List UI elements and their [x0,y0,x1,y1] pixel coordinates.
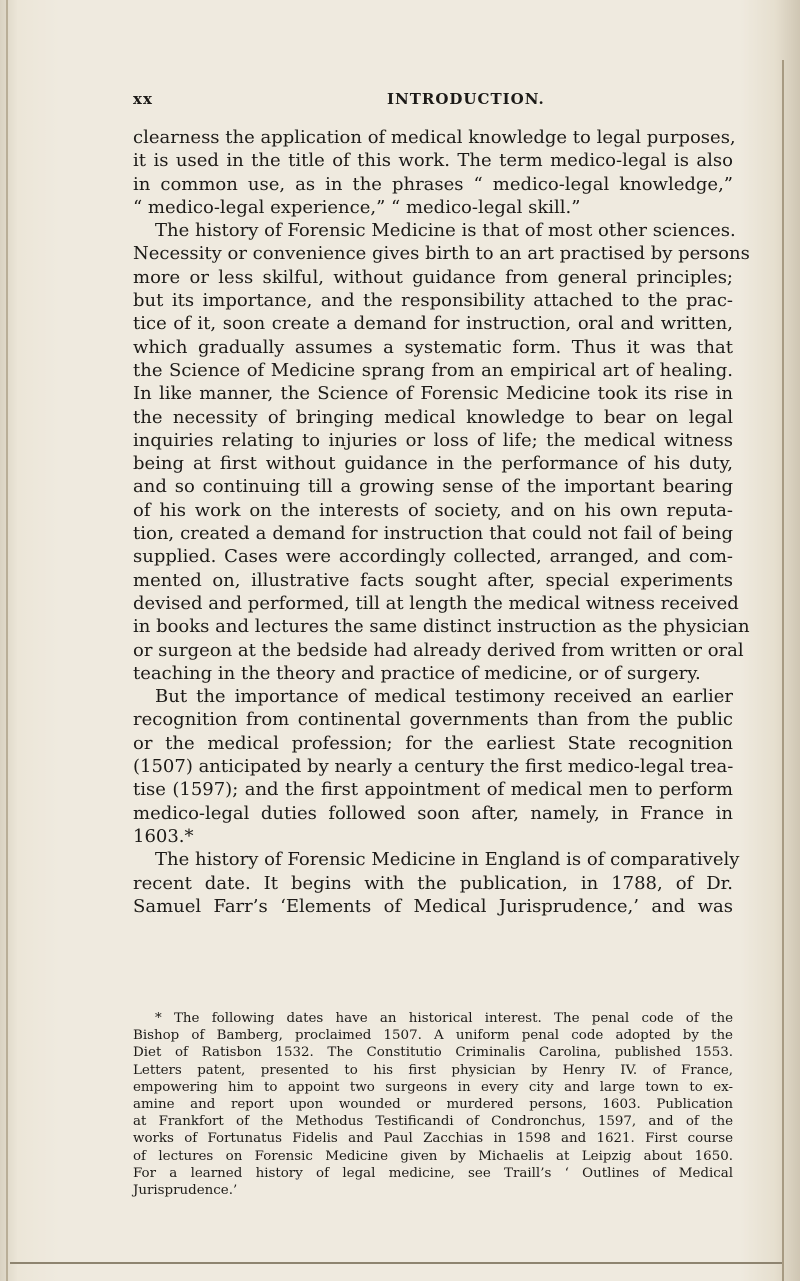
body-line: it is used in the title of this work. The term medico-legal is also [133,150,733,172]
body-line: In like manner, the Science of Forensic Medicine took its rise in [133,383,733,405]
footnote-line: Diet of Ratisbon 1532. The Constitutio Criminalis Carolina, published 1553. [133,1045,733,1061]
footnote-line: of lectures on Forensic Medicine given by Michaelis at Leipzig about 1650. [133,1148,733,1164]
body-line: but its importance, and the responsibility attached to the prac- [133,290,733,312]
footnote-line: works of Fortunatus Fidelis and Paul Zacchias in 1598 and 1621. First course [133,1131,733,1147]
body-line: (1507) anticipated by nearly a century the first medico-legal trea- [133,756,734,778]
body-line: tion, created a demand for instruction that could not fail of being [133,523,733,545]
body-line: inquiries relating to injuries or loss of life; the medical witness [133,429,733,451]
body-line: of his work on the interests of society, and on his own reputa- [133,499,733,521]
running-head [133,90,733,116]
body-line: medico-legal duties followed soon after, namely, in France in [133,802,733,824]
body-line: Necessity or convenience gives birth to an art practised by persons [133,243,750,265]
footnote-line: Jurisprudence.’ [133,1182,238,1198]
footnote-line: amine and report upon wounded or murdered persons, 1603. Publication [133,1096,733,1112]
body-line: the necessity of bringing medical knowledge to bear on legal [133,406,733,428]
body-line: mented on, illustrative facts sought after, special experiments [133,569,733,591]
body-line: teaching in the theory and practice of medicine, or of surgery. [133,662,701,684]
body-line: in books and lectures the same distinct instruction as the physician [133,616,750,638]
body-text [133,126,750,918]
footnote-line: empowering him to appoint two surgeons in every city and large town to ex- [133,1079,733,1095]
footnote-line: * The following dates have an historical interest. The penal code of the [155,1011,733,1026]
body-line: which gradually assumes a systematic form. Thus it was that [133,336,733,358]
body-line: or surgeon at the bedside had already derived from written or oral [133,639,744,661]
body-line: recent date. It begins with the publication, in 1788, of Dr. [133,872,733,894]
body-line: clearness the application of medical knowledge to legal purposes, [133,127,736,148]
body-line: in common use, as in the phrases “ medico-legal knowledge,” [133,173,733,195]
header-title: INTRODUCTION. [387,90,545,108]
body-line: Samuel Farr’s ‘Elements of Medical Jurisprudence,’ and was [133,895,733,917]
body-line: tice of it, soon create a demand for instruction, oral and written, [133,313,733,335]
page-number: xx [133,90,153,108]
footnote [133,1010,733,1199]
body-line: recognition from continental governments than from the public [133,709,733,731]
body-line: and so continuing till a growing sense of the important bearing [133,476,733,498]
body-line: “ medico-legal experience,” “ medico-legal skill.” [133,196,581,218]
body-line: being at first without guidance in the performance of his duty, [133,453,733,475]
body-line: the Science of Medicine sprang from an empirical art of healing. [133,359,733,381]
page-edge-right [782,60,784,1281]
body-line: more or less skilful, without guidance from general principles; [133,266,733,288]
page-edge-left [6,0,8,1281]
body-line: 1603.* [133,825,194,847]
body-line: devised and performed, till at length the medical witness received [133,592,739,614]
body-line: The history of Forensic Medicine in England is of comparatively [155,849,740,871]
footnote-line: For a learned history of legal medicine, see Traill’s ‘ Outlines of Medical [133,1165,733,1181]
body-line: or the medical profession; for the earliest State recognition [133,732,733,754]
footnote-line: Letters patent, presented to his first physician by Henry IV. of France, [133,1062,733,1078]
footnote-line: at Frankfort of the Methodus Testificandi of Condronchus, 1597, and of the [133,1114,733,1130]
page-bottom-edge [10,1262,782,1264]
body-line: supplied. Cases were accordingly collected, arranged, and com- [133,546,733,568]
body-line: tise (1597); and the first appointment of medical men to perform [133,779,733,801]
body-line: The history of Forensic Medicine is that of most other sciences. [155,220,736,242]
body-line: But the importance of medical testimony received an earlier [155,686,733,708]
footnote-line: Bishop of Bamberg, proclaimed 1507. A uniform penal code adopted by the [133,1028,733,1044]
